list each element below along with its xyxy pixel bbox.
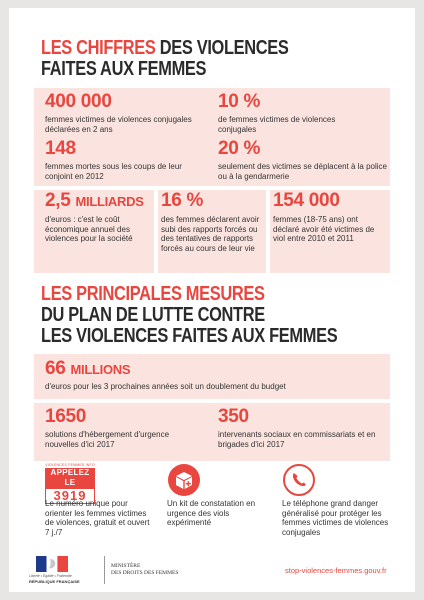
logo-motto: Liberté • Égalité • Fraternité bbox=[29, 574, 72, 578]
divider bbox=[266, 190, 270, 273]
section-title-chiffres bbox=[41, 38, 289, 59]
stat-text: femmes victimes de violences conjugales déclarées en 2 ans bbox=[45, 115, 192, 134]
stat-value: 148 bbox=[45, 138, 76, 159]
measure-text: intervenants sociaux en commissariats et en brigades d'ici 2017 bbox=[218, 430, 376, 449]
badge-number: 3919 bbox=[45, 488, 95, 504]
measure-value: 350 bbox=[218, 406, 249, 427]
stat-text: femmes (18-75 ans) ont déclaré avoir été victimes de viol entre 2010 et 2011 bbox=[273, 215, 375, 244]
section-title-mesures-line2: DU PLAN DE LUTTE CONTRE bbox=[41, 304, 265, 326]
phone-icon bbox=[282, 463, 316, 497]
title-red-part: LES CHIFFRES bbox=[41, 37, 156, 59]
measure-text: Le téléphone grand danger généralisé pour protéger les femmes victimes de violences conjugales bbox=[282, 499, 389, 537]
stat-text: des femmes déclarent avoir subi des rapports forcés ou des tentatives de rapports forcés au cours de leur vie bbox=[161, 215, 260, 253]
stat-text: femmes mortes sous les coups de leur conjoint en 2012 bbox=[45, 162, 182, 181]
stat-value: 20 % bbox=[218, 138, 261, 159]
stat-unit: MILLIARDS bbox=[75, 194, 144, 209]
stat-value: 16 % bbox=[161, 190, 204, 211]
stat-value: 400 000 bbox=[45, 91, 112, 112]
measure-text: Le numéro unique pour orienter les femmes victimes de violences, gratuit et ouvert 7 j./7 bbox=[45, 499, 150, 537]
badge-caption: VIOLENCES FEMMES INFO bbox=[45, 463, 95, 467]
measure-number: 66 bbox=[45, 358, 66, 379]
divider bbox=[34, 186, 390, 190]
measure-value bbox=[45, 359, 130, 380]
section-title-chiffres-line2: FAITES AUX FEMMES bbox=[41, 58, 207, 80]
stat-text: seulement des victimes se déplacent à la police ou à la gendarmerie bbox=[218, 162, 387, 181]
infographic-page bbox=[9, 8, 415, 592]
stat-text: de femmes victimes de violences conjugales bbox=[218, 115, 336, 134]
ministry-label-1: MINISTÈRE bbox=[111, 563, 141, 569]
logo-republic: RÉPUBLIQUE FRANÇAISE bbox=[29, 579, 80, 584]
measure-text: solutions d'hébergement d'urgence nouvelles d'ici 2017 bbox=[45, 430, 170, 449]
stat-value: 154 000 bbox=[273, 190, 340, 211]
badge-call-label: APPELEZ LE bbox=[45, 468, 95, 488]
measure-text: Un kit de constatation en urgence des viols expérimenté bbox=[167, 499, 256, 528]
measure-value: 1650 bbox=[45, 406, 87, 427]
measure-text: d'euros pour les 3 prochaines années soit un doublement du budget bbox=[45, 382, 286, 391]
stat-value bbox=[45, 191, 144, 212]
section-title-mesures-line3: LES VIOLENCES FAITES AUX FEMMES bbox=[41, 325, 338, 347]
section-title-mesures: LES PRINCIPALES MESURES bbox=[41, 283, 265, 305]
title-dark-part: DES VIOLENCES bbox=[155, 37, 289, 59]
stat-text: d'euros : c'est le coût économique annuel des violences pour la société bbox=[45, 215, 133, 244]
website-link[interactable]: stop-violences-femmes.gouv.fr bbox=[285, 566, 387, 575]
ministry-label-2: DES DROITS DES FEMMES bbox=[111, 570, 179, 576]
stat-number: 2,5 bbox=[45, 190, 71, 211]
box-kit-icon bbox=[167, 463, 201, 497]
hotline-3919-badge bbox=[45, 463, 95, 503]
footer-divider bbox=[104, 556, 105, 584]
measure-unit: MILLIONS bbox=[70, 362, 131, 377]
divider bbox=[34, 399, 390, 403]
stat-value: 10 % bbox=[218, 91, 261, 112]
divider bbox=[154, 190, 158, 273]
